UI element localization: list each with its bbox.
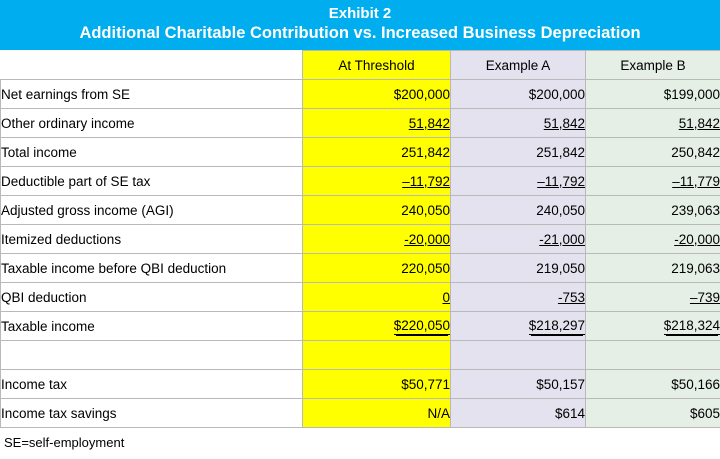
cell-value: 239,063 xyxy=(671,202,720,218)
cell-example-a xyxy=(451,80,586,109)
cell-at-threshold xyxy=(303,167,451,196)
cell-at-threshold xyxy=(303,370,451,399)
cell-value: -20,000 xyxy=(404,231,450,247)
cell-example-b xyxy=(586,138,720,167)
row-label: QBI deduction xyxy=(1,283,303,312)
cell-value: $50,157 xyxy=(536,376,585,392)
cell-example-a xyxy=(451,399,586,428)
cell-at-threshold xyxy=(303,283,451,312)
cell-value: 220,050 xyxy=(401,260,450,276)
table-row xyxy=(1,196,720,225)
table-row xyxy=(1,167,720,196)
cell-value: $220,050 xyxy=(393,317,450,333)
cell-example-b xyxy=(586,167,720,196)
row-label: Deductible part of SE tax xyxy=(1,167,303,196)
cell-value: 240,050 xyxy=(401,202,450,218)
cell-example-a xyxy=(451,254,586,283)
table-row xyxy=(1,138,720,167)
cell-value: $218,324 xyxy=(663,317,720,333)
cell-example-a xyxy=(451,283,586,312)
cell-value: 51,842 xyxy=(543,115,585,131)
cell-value: $200,000 xyxy=(528,86,585,102)
cell-value: 51,842 xyxy=(678,115,720,131)
row-label: Taxable income xyxy=(1,312,303,341)
row-label: Itemized deductions xyxy=(1,225,303,254)
cell-value: 0 xyxy=(442,289,450,305)
cell-example-a xyxy=(451,370,586,399)
cell-example-a xyxy=(451,167,586,196)
row-label: Net earnings from SE xyxy=(1,80,303,109)
cell-value: $605 xyxy=(689,405,720,421)
cell-example-a xyxy=(451,341,586,370)
table-header-row xyxy=(1,51,720,80)
exhibit-title: Exhibit 2 xyxy=(328,5,392,22)
cell-value: -20,000 xyxy=(674,231,720,247)
cell-example-a xyxy=(451,225,586,254)
table-row xyxy=(1,254,720,283)
cell-example-b xyxy=(586,341,720,370)
column-header-label xyxy=(1,51,303,80)
cell-value: -753 xyxy=(557,289,585,305)
column-header-example-a: Example A xyxy=(451,51,586,80)
cell-at-threshold xyxy=(303,399,451,428)
cell-value: 219,050 xyxy=(536,260,585,276)
cell-value: –11,792 xyxy=(537,173,585,189)
cell-example-b xyxy=(586,80,720,109)
cell-example-a xyxy=(451,312,586,341)
cell-at-threshold xyxy=(303,254,451,283)
cell-value: 251,842 xyxy=(401,144,450,160)
cell-value: $200,000 xyxy=(393,86,450,102)
table-row xyxy=(1,399,720,428)
comparison-table xyxy=(0,50,720,428)
cell-value: –739 xyxy=(689,289,720,305)
cell-value: 219,063 xyxy=(671,260,720,276)
table-body xyxy=(1,80,720,428)
row-label: Taxable income before QBI deduction xyxy=(1,254,303,283)
cell-value: $199,000 xyxy=(663,86,720,102)
cell-value: N/A xyxy=(427,405,450,421)
cell-at-threshold xyxy=(303,341,451,370)
cell-example-b xyxy=(586,254,720,283)
cell-at-threshold xyxy=(303,225,451,254)
cell-at-threshold xyxy=(303,312,451,341)
footnote: SE=self-employment xyxy=(4,435,125,450)
exhibit-header xyxy=(0,0,720,50)
cell-example-b xyxy=(586,370,720,399)
cell-example-a xyxy=(451,109,586,138)
cell-at-threshold xyxy=(303,109,451,138)
cell-example-b xyxy=(586,225,720,254)
cell-example-a xyxy=(451,196,586,225)
table-row xyxy=(1,80,720,109)
cell-value: $614 xyxy=(554,405,585,421)
cell-value: 51,842 xyxy=(408,115,450,131)
cell-example-a xyxy=(451,138,586,167)
cell-value: 250,842 xyxy=(671,144,720,160)
cell-value: –11,779 xyxy=(672,173,720,189)
table-row xyxy=(1,225,720,254)
column-header-example-b: Example B xyxy=(586,51,720,80)
cell-value: -21,000 xyxy=(539,231,585,247)
cell-value: 240,050 xyxy=(536,202,585,218)
cell-example-b xyxy=(586,196,720,225)
table-row xyxy=(1,312,720,341)
exhibit-subtitle: Additional Charitable Contribution vs. Increased Business Depreciation xyxy=(79,24,641,42)
cell-value: $50,771 xyxy=(401,376,450,392)
cell-example-b xyxy=(586,312,720,341)
row-label: Other ordinary income xyxy=(1,109,303,138)
row-label xyxy=(1,341,303,370)
row-label: Adjusted gross income (AGI) xyxy=(1,196,303,225)
table-row xyxy=(1,109,720,138)
row-label: Total income xyxy=(1,138,303,167)
cell-at-threshold xyxy=(303,138,451,167)
cell-value: $218,297 xyxy=(528,317,585,333)
cell-example-b xyxy=(586,283,720,312)
table-row xyxy=(1,283,720,312)
cell-example-b xyxy=(586,109,720,138)
row-label: Income tax savings xyxy=(1,399,303,428)
cell-at-threshold xyxy=(303,196,451,225)
cell-value: 251,842 xyxy=(536,144,585,160)
cell-at-threshold xyxy=(303,80,451,109)
cell-value: –11,792 xyxy=(402,173,450,189)
table-spacer-row xyxy=(1,341,720,370)
row-label: Income tax xyxy=(1,370,303,399)
table-row xyxy=(1,370,720,399)
column-header-at-threshold: At Threshold xyxy=(303,51,451,80)
cell-example-b xyxy=(586,399,720,428)
cell-value: $50,166 xyxy=(671,376,720,392)
